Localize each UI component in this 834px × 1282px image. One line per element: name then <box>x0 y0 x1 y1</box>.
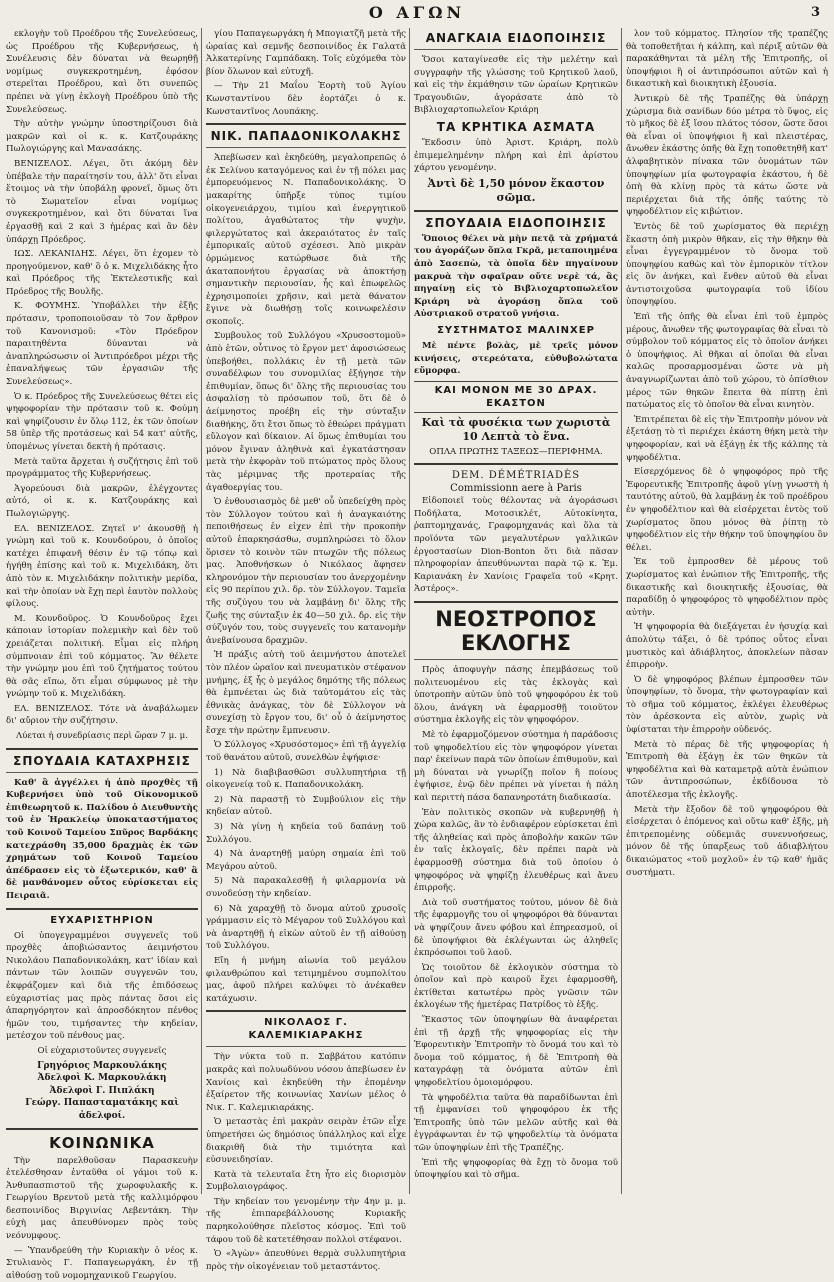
article-heading: ΣΠΟΥΔΑΙΑ ΕΙΔΟΠΟΙΗΣΙΣ <box>425 215 607 230</box>
paragraph: Ἀγορεύουσι διὰ μακρῶν, ἐλέγχοντες αὐτό, οἱ κ. κ. Κατζουράκης καὶ Πωλογιώργης. <box>6 483 198 519</box>
paragraph: Μὲ τὸ ἐφαρμοζόμενον σύστημα ἡ παράδοσις τοῦ ψηφοδελτίου εἰς τὸν ψηφοφόρον γίνεται παρ' ἐκείνων παρὰ τῶν ὁποίων ἐπιθυμοῦν, καὶ μὴ δύναται νὰ γνωρίζῃ ποῖον ἢ ποίους ἐψήφισε, ἐνῷ δὲν πρέπει νὰ γίνεται ἡ πάλη καὶ περιττὴ πάσα δαπανηροτάτη διαδικασία. <box>414 730 618 803</box>
page-number: 3 <box>810 5 820 20</box>
paragraph: Ὁ Σύλλογος «Χρυσόστομος» ἐπὶ τῇ ἀγγελίᾳ τοῦ θανάτου αὐτοῦ, συνελθὼν ἐψήφισε· <box>206 740 406 764</box>
paragraph: Ὁ μεταστὰς ἐπὶ μακρὰν σειρὰν ἐτῶν εἶχε ὑπηρετήσει ὡς δημόσιος ὑπάλληλος καὶ εἶχε διακριθῆ διὰ τὴν τιμιότητα καὶ εὐσυνειδησίαν. <box>206 1117 406 1166</box>
paragraph: 6) Νὰ χαραχθῇ τὸ ὄνομα αὐτοῦ χρυσοῖς γράμμασιν εἰς τὸ Μέγαρον τοῦ Συλλόγου καὶ νὰ ἀναρτηθῇ ἡ εἰκὼν αὐτοῦ ἐν τῇ αἰθούσῃ τοῦ Συλλόγου. <box>206 903 406 952</box>
paragraph: Τὰ ψηφοδέλτια ταῦτα θὰ παραδίδωνται ἐπὶ τῇ ἐμφανίσει τοῦ ψηφοφόρου ἐκ τῆς Ἐπιτροπῆς ὑπὸ τῶν μελῶν αὐτῆς καὶ θὰ ἐγγράφωνται ἐν τῷ ψηφοδελτίῳ τὰ ὀνόματα τῶν ὑποψηφίων ἐπὶ τῆς Τραπέζης. <box>414 1092 618 1153</box>
page-header <box>0 0 834 26</box>
paragraph: 2) Νὰ παραστῇ τὸ Συμβούλιον εἰς τὴν κηδείαν αὐτοῦ. <box>206 794 406 818</box>
newspaper-title: Ο ΑΓΩΝ <box>368 3 466 22</box>
paragraph: Ἐπιτρέπεται δὲ εἰς τὴν Ἐπιτροπὴν μόνον νὰ ἐξετάσῃ τὸ τὶ περιέχει ἑκάστη θήκη μετὰ τὴν ψηφοφορίαν, καὶ νὰ ἐξάγῃ ἐκ τῆς κάλπης τὰ ψηφοδέλτια. <box>626 414 828 463</box>
paragraph: ΕΛ. ΒΕΝΙΖΕΛΟΣ. Ζητεῖ ν' ἀκουσθῇ ἡ γνώμη καὶ τοῦ κ. Κουνδούρου, ὁ ὁποῖος κατέχει ἐπιφανῆ θέσιν ἐν τῷ τόπῳ καὶ ἠγήθη ἐπίσης καὶ τοῦ κ. Μιχελιδάκη, ὅτι ἀπὸ τὸν κ. Μιχελιδάκην πολιτικὴν μερίδα, καὶ τὴν ὁποίαν νὰ ἔχῃ περὶ ἑαυτὸν πολλοὺς φίλους. <box>6 523 198 610</box>
paragraph: Ὡς τοιοῦτον δὲ ἐκλογικὸν σύστημα τὸ ὁποῖον καὶ πρὸ καιροῦ ἔχει ἐφαρμοσθῆ, ἐκτίθεται κατωτέρω πρὸς γνῶσιν τῶν ἐκλογέων τῆς ἡμετέρας Πατρίδος τὸ ἑξῆς. <box>414 962 618 1011</box>
paragraph: Λύεται ἡ συνεδρίασις περὶ ὥραν 7 μ. μ. <box>15 731 188 742</box>
divider <box>6 748 198 750</box>
paragraph: ΕΛ. ΒΕΝΙΖΕΛΟΣ. Τότε νὰ ἀναβάλωμεν δι' αὔριον τὴν συζήτησιν. <box>6 703 198 727</box>
paragraph: γίου Παπαγεωργάκη ἡ Μπογιατζῆ μετὰ τῆς ὡραίας καὶ σεμνῆς δεσποινίδος ἐκ Γαλατᾶ Ἀλκατερίνης Γαμπάδακη. Τοῖς εὐχόμεθα τὸν βίον ὅλωνον καὶ εὐτυχῆ. <box>206 29 406 77</box>
paragraph: Ἀντὶ δὲ 1,50 μόνον ἕκαστον σῶμα. <box>427 176 605 204</box>
paragraph: ΟΠΛΑ ΠΡΩΤΗΣ ΤΑΞΕΩΣ—ΠΕΡΙΦΗΜΑ. <box>429 446 603 457</box>
paragraph: Ἐπὶ τῆς ὀπῆς θὰ εἶναι ἐπὶ τοῦ ἐμπρὸς μέρους, ἄνωθεν τῆς φωτογραφίας θὰ εἶναι τὸ σύμβολον τοῦ κόμματος εἰς τὸ ὁποῖον ἀνήκει ὁ ὑποψήφιος. Αἱ θῆκαι αἱ ὁποῖαι θὰ εἶναι καλῶς προσαρμοσμέναι ὥστε νὰ μὴ ἀναγνωρίζωνται ἀπὸ τοῦ χώρου, τὸ ὀπίσθιον μέρος τῶν θηκῶν ἔπειτα θὰ πίπτῃ ἐπὶ πατώματος εἰς τὸ ὁποῖον θὰ εἶναι κινητὸν. <box>626 312 828 411</box>
paragraph: Κ. ΦΟΥΜΗΣ. Ὑποβάλλει τὴν ἑξῆς πρότασιν, τροποποιοῦσαν τὸ 7ον ἄρθρον τοῦ Κανονισμοῦ: «Τὸν Πρόεδρον παραιτηθέντα δύνανται νὰ ἀναπληρώσωσιν οἱ Ἀντιπρόεδροι μέχρι τῆς ἐπαναλήψεως τῶν ἐργασιῶν τῆς Συνελεύσεως». <box>6 301 198 388</box>
article-heading: ΝΕΟΣΤΡΟΠΟΣ ΕΚΛΟΓΗΣ <box>435 607 597 656</box>
paragraph: Ὁ «Ἀγὼν» ἀπευθύνει θερμὰ συλλυπητήρια πρὸς τὴν οἰκογένειαν τοῦ μεταστάντος. <box>206 1249 406 1272</box>
paragraph: Ἀντικρὺ δὲ τῆς Τραπέζης θὰ ὑπάρχῃ χώρισμα διὰ σανίδων δύο μέτρα τὸ ὕψος, εἰς τὸ μῆκος δὲ ἐξ ἴσου πλάτος τόσον, ὥστε ὅσοι θὰ εἶναι οἱ ὑποψήφιοι ἢ καὶ πλειστέρας, ἄνωθεν ἑκάστης ὀπῆς θὰ ἔχῃ τοποθετηθῆ κατ' ἀλφαβητικὸν πίνακα τῶν ὀνομάτων τῶν ὑποψηφίων μία φωτογραφία ἑκάστου, ἡ δὲ ὀπὴ θὰ κλίνῃ πρὸς τὰ κάτω ὥστε νὰ περιέρχεται διὰ τῆς ὀπῆς ταύτης τὸ ψηφοδέλτιον εἰς κιβώτιον. <box>626 93 828 218</box>
paragraph: Συμβουλος τοῦ Συλλόγου «Χρυσοστομοῦ» ἀπὸ ἐτῶν, οὗτινος τὸ ἔργον μετ' ἀφοσιώσεως ὑπεβοήθει, πολλάκις ἐν τῇ μετὰ τῶν συναδέλφων του συνομιλίας ἐξήγησε τὴν ἐπιθυμίαν, ὅπως δι' ὅλης τῆς περιουσίας του ἀσφαλίσῃ τὸ πρόσωπον τοῦ, ὅτι δὲ ὁ ἀείμνηστος προέβη εἰς τὴν σύνταξιν διαθήκης, ὅτι ἔτσι ὅπως τὸ ἐθεώρει πράγματι εὔλογον καὶ δίκαιον. Αἱ ὅμως ἐπιθυμίαι του μόνον ἔγιναν ἀληθινὰ καὶ ἐγκατάστησαν μετὰ τὴν ἐκφορὰν τοῦ πτώματος πρὸς ὅλους τὰς μέριμνας τῆς προτεραίας τῆς ἀγαθοεργίας του. <box>206 331 406 493</box>
divider <box>414 210 618 212</box>
signature-line: Γρηγόριος Μαρκουλάκης <box>37 1060 167 1071</box>
paragraph: Εἰδοποιεῖ τοὺς θέλοντας νὰ ἀγοράσωσι Ποδήλατα, Μοτοσικλέτ, Αὐτοκίνητα, ῥαπτομηχανάς, Γραφομηχανάς καὶ ὅλα τὰ προϊόντα τῶν μεγαλυτέρων γαλλικῶν ἐργοστασίων Dion-Bonton ὅτι διὰ πᾶσαν πληροφορίαν ἀπευθύνωνται παρὰ τῷ κ. Ἐμ. Καριανάκη ἐν Χανίοις Γραφεῖα τοῦ «Κρητ. Ἀστέρος». <box>414 496 618 595</box>
paragraph: Ὁ κ. Πρόεδρος τῆς Συνελεύσεως θέτει εἰς ψηφοφορίαν τὴν πρότασιν τοῦ κ. Φούμη καὶ ψηφίζουσιν ἐν ὅλῳ 112, ἐκ τῶν ὁποίων 58 ὑπὲρ τῆς προτάσεως καὶ 54 κατ' αὐτῆς, ὑπομένως γίνεται δεκτὴ ἡ πρότασις. <box>6 391 198 452</box>
paragraph: Κατὰ τὰ τελευταῖα ἔτη ἦτο εἰς διορισμὸν Συμβολαιογράφος. <box>206 1169 406 1193</box>
paragraph: Οἱ εὐχαριστοῦντες συγγενεῖς <box>37 1045 167 1056</box>
divider <box>414 659 618 660</box>
paragraph: ΙΩΣ. ΛΕΚΑΝΙΔΗΣ. Λέγει, ὅτι ἐχομεν τὸ προηγούμενον, καθ' ὃ ὁ κ. Μιχελιδάκης ἦτο καὶ Πρόεδρος τῆς Ἐκτελεστικῆς καὶ Πρόεδρος τῆς Βουλῆς. <box>6 249 198 297</box>
divider <box>206 123 406 125</box>
article-heading: ΑΝΑΓΚΑΙΑ ΕΙΔΟΠΟΙΗΣΙΣ <box>425 31 607 45</box>
divider <box>206 147 406 148</box>
paragraph: Μετὰ τὴν ἔξοδον δὲ τοῦ ψηφοφόρου θὰ εἰσέρχεται ὁ ἐπόμενος καὶ οὕτω καθ' ἑξῆς, μὴ ἐπιτρεπομένης οὐδεμιᾶς συνεννοήσεως, μόνον δὲ τῆς ὑπαρξεως τοῦ ἀδιαβλήτου δικαιώματος «τοῦ μοχλοῦ» ἐν τῷ καθ' ἡμᾶς συστήματι. <box>626 804 828 878</box>
column-rule <box>409 28 410 1194</box>
paragraph: Τὴν κηδείαν του γενομένην τὴν 4ην μ. μ. τῆς ἐπιπαρεβάλλουσης Κυριακῆς παρηκολούθησε πλεῖστος κόσμος. Ἐπὶ τοῦ τάφου τοῦ δὲ κατετέθησαν πολλοὶ στέφανοι. <box>206 1196 406 1245</box>
paragraph: Μὲ πέντε βολὰς, μὲ τρεῖς μόνον κινήσεις, στερεότατα, εὐθυβολώτατα εὔμορφα. <box>414 340 618 377</box>
paragraph: Ἐκ τοῦ ἐμπροσθεν δὲ μέρους τοῦ χωρίσματος καὶ ἐνώπιον τῆς Ἐπιτροπῆς, τῆς δικαστικῆς καὶ διοικητικῆς ἐξουσίας, θὰ παραδίδῃ ὁ ψηφοφόρος τὸ ψηφοδέλτιον πρὸς αὐτὴν. <box>626 557 828 618</box>
article-heading: ΤΑ ΚΡΗΤΙΚΑ ΑΣΜΑΤΑ <box>436 119 596 134</box>
divider <box>206 1046 406 1047</box>
article-heading: ΣΥΣΤΗΜΑΤΟΣ ΜΑΛΙΝΧΕΡ <box>437 324 595 336</box>
paragraph: Μετὰ τὸ πέρας δὲ τῆς ψηφοφορίας ἡ Ἐπιτροπὴ θὰ ἐξάγῃ ἐκ τῶν θηκῶν τὰ ψηφοδέλτια καὶ θὰ καταμετρᾷ αὐτὰ ἐνώπιον τῶν ἀντιπροσώπων, ἐκδίδουσα τὸ ἀποτέλεσμα τῆς ἐκλογῆς. <box>626 739 828 801</box>
paragraph: — Ὑπανδρεύθη τὴν Κυριακὴν ὁ νέος κ. Στυλιανὸς Γ. Παπαγεωργάκη, ἐν τῇ αἰθούσῃ τοῦ νομομηχανικοῦ Γεωργίου. <box>6 1245 198 1281</box>
divider <box>414 601 618 603</box>
paragraph: Εἰσερχόμενος δὲ ὁ ψηφοφόρος πρὸ τῆς Ἐφορευτικῆς Ἐπιτροπῆς ἀφοῦ γίνῃ γνωστὴ ἡ ταυτότης αὐτοῦ, θὰ λαμβάνῃ ἐκ τοῦ προέδρου ἐν ψηφοδέλτιον καὶ θὰ εἰσέρχεται ἐντὸς τοῦ χωρίσματος ὅπου μόνος θὰ ῥίπτῃ τὸ ψηφοδέλτιον εἰς τὴν θήκην τοῦ ὑποψηφίου ὃν θέλει. <box>626 467 828 553</box>
advert-subheading: Commissionn aere à Paris <box>450 483 582 495</box>
column-rule <box>201 28 202 1194</box>
paragraph: Ἕκαστος τῶν ὑποψηφίων θὰ ἀναφέρεται ἐπὶ τῇ ἀρχῇ τῆς ψηφοφορίας εἰς τὴν Ἐφορευτικὴν Ἐπιτροπὴν τὸ ὄνομά του καὶ τὸ ὄνομα τοῦ κόμματος, ἡ δὲ Ἐπιτροπὴ θὰ καταγράφῃ τὰ ὀνόματα αὐτῶν ἐπὶ ψηφοδελτίου ὁμοιομόρφου. <box>414 1015 618 1089</box>
column-2 <box>206 28 406 1272</box>
signature-line: Γεώργ. Παπασταματάκης καὶ ἀδελφοί. <box>25 1098 179 1121</box>
column-1 <box>6 28 198 1281</box>
paragraph: Ἀπεβίωσεν καὶ ἐκηδεύθη, μεγαλοπρεπῶς ὁ ἐκ Σελίνου καταγόμενος καὶ ἐν τῇ πόλει μας ἐμπορευόμενος Ν. Παπαδονικολάκης. Ὁ μακαρίτης ὑπῆρξε τύπος τιμίου οἰκογενειάρχου, τιμίου καὶ ἐνεργητικοῦ πολίτου, ἀγαθώτατος τὴν ψυχὴν, φιλεργώτατος καὶ ἀκεραιότατος ἐν ταῖς ἐμπορικαῖς αὐτοῦ σχέσεσι. Ἀπὸ μικρὰν ὁρμώμενος κατώρθωσε διὰ τῆς ἀκαταπονήτου ἐργασίας νὰ ἀποκτήσῃ σημαντικὴν περιουσίαν, ἧς καὶ ἐπωφελῶς ἐχρησιμοποίει χρῆσιν, καὶ μετὰ θάνατον ἔγινε νὰ διωθήσῃ τοῖς κοινωφελέσιν σκοποῖς. <box>206 153 406 327</box>
divider <box>6 1128 198 1130</box>
article-heading: ΕΥΧΑΡΙΣΤΗΡΙΟΝ <box>50 914 154 926</box>
advert-heading: DEM. DÉMÉTRIADÈS <box>451 470 581 482</box>
paragraph: — Τὴν 21 Μαΐου Ἑορτὴ τοῦ Ἁγίου Κωνσταντίνου δὲν ἑορτάζει ὁ κ. Κωνσταντῖνος Λουπάκης. <box>206 81 406 117</box>
article-heading: ΚΑΙ ΜΟΝΟΝ ΜΕ 30 ΔΡΑΧ. ΕΚΑΣΤΟΝ <box>414 381 618 413</box>
signature-line: Ἀδελφοὶ Κ. Μαρκουλάκη <box>37 1073 167 1084</box>
signature-line: Ἀδελφοὶ Γ. Πιπλάκη <box>49 1085 155 1096</box>
paragraph: Ὅσοι καταγίνεσθε εἰς τὴν μελέτην καὶ συγγραφὴν τῆς γλώσσης τοῦ Κρητικοῦ λαοῦ, καὶ εἰς τὴν ἐκμάθησιν τῶν ὡραίων Κρητικῶν Τραγουδιῶν, ἀγοράσατε ἀπὸ τὸ Βιβλιοχαρτοπωλεῖον Κριάρη <box>414 55 618 116</box>
paragraph: Ἡ ψηφοφορία θὰ διεξάγεται ἐν ἡσυχίᾳ καὶ ἀπολύτῳ τάξει, ὁ δὲ τρόπος οὗτος εἶναι μυστικὸς καὶ ἀδιάβλητος, ἀποκλείων πᾶσαν ἐπιρροὴν. <box>626 622 828 671</box>
paragraph: Ἐπὶ τῆς ψηφοφορίας θὰ ἔχῃ τὸ ὄνομα τοῦ ὑποψηφίου καὶ τὸ σῆμα. <box>414 1157 618 1181</box>
paragraph: Καὶ τὰ φυσέκια των χωριστὰ 10 Λεπτὰ τὸ ἕνα. <box>421 415 611 443</box>
paragraph: Ὁ ἐνθουσιασμὸς δὲ μεθ' οὗ ὑπεδείχθη πρὸς τὸν Σύλλογον τούτου καὶ ἡ ἀναγκαιότης πεποιθήσεως ἐν εἰχεν ἐπὶ τὴν προκοπὴν αὐτοῦ ἐπαρκησάσθω, συμπληρώσει τὸ ὅλον ὅρισεν τὸ κοινὸν τῶν πτωχῶν τῆς πόλεως μας. Ἀποθνήσκων ὁ Νικόλαος ἄφησεν κληρονόμον τὴν περιουσίαν του ἀνερχομένην εἰς 90 περίπου χιλ. δρ. τὸν Σύλλογον. Ταμεῖα τῆς συζύγου του νὰ λαμβάνῃ δι' ὅλης τῆς ζωῆς της σύνταξιν ἐκ 40—50 χιλ. δρ. εἰς τὴν σύζυγόν του, τοὺς συγγενεῖς του κατανομὴν ἀνεβαίνουσα δραχμῶν. <box>206 497 406 646</box>
paragraph: ΒΕΝΙΖΕΛΟΣ. Λέγει, ὅτι ἀκόμη δὲν ὑπέβαλε τὴν παραίτησίν του, ἀλλ' ὅτι εἶναι ἕτοιμος νὰ τὴν ὑποβάλῃ φρονεῖ, ὅμως ὅτι τὸ Σωματεῖον εἶναι νομίμως συγκεκροτημένον, καὶ ὅτι δύναται ἵνα ἐργασθῇ καὶ 2 καὶ 3 ἡμέρας καὶ ἂν δὲν ὑπάρχῃ Πρόεδρος. <box>6 158 198 245</box>
article-heading: ΣΠΟΥΔΑΙΑ ΚΑΤΑΧΡΗΣΙΣ <box>13 753 191 768</box>
paragraph: Ἐὰν πολιτικὸς σκοπῶν νὰ κυβερνηθῇ ἡ χώρα καλῶς, ἂν τὸ ἐνδιαφέρον εὑρίσκεται ἐπὶ τῆς ἀληθείας καὶ πρὸς ἀποβολὴν κακῶν τῶν ἐν ταῖς ἐκλογαῖς, δὲν πρέπει παρὰ νὰ ἐφαρμοσθῇ σύστημα διὰ τοῦ ὁποίου ὁ ψηφοφόρος νὰ ψηφίζῃ ἐλευθέρως καὶ ἄνευ ἐπιρροῆς. <box>414 807 618 894</box>
divider <box>6 908 198 910</box>
paragraph: Ἡ πράξις αὐτὴ τοῦ ἀειμνήστου ἀποτελεῖ τὸν πλέον ὡραῖον καὶ πνευματικὸν στέφανον μνήμης, ἐξ ἧς ὁ μεγάλος δημότης τῆς πόλεως θὰ ἐμπνέεται ὡς διὰ ταὐτομάτου εἰς τὰς ἐθνικὰς ἀνάγκας, τὸν δὲ Σύλλογον νὰ συνεχίσῃ τὸ ἔργον του, δι' οὗ ὁ ἀείμνηστος ἔσχε τὴν πρώτην ἔμπνευσιν. <box>206 650 406 736</box>
divider <box>6 772 198 773</box>
paragraph: Τὴν παρελθοῦσαν Παρασκευὴν ἐτελέσθησαν ἐνταῦθα οἱ γάμοι τοῦ κ. Ἀνθυπασπιστοῦ τῆς χωροφυλακῆς κ. Γεωργίου Βρεντοῦ μετὰ τῆς καλλιμόρφου δεσποινίδος Βιργινίας Λεβεντάκη. Τὴν εὐχὴ μας ἀπευθύνομεν πρὸς τοὺς νεόνυμφους. <box>6 1155 198 1242</box>
divider <box>414 49 618 50</box>
column-rule <box>621 28 622 1194</box>
column-4 <box>626 28 828 1194</box>
paragraph: Ἐντὸς δὲ τοῦ χωρίσματος θὰ περιέχῃ ἕκαστη ὀπὴ μικρὸν θῆκαν, εἰς τὴν θῆκην θὰ εἶναι ἐγγεγραμμένον τὸ ὄνομα τοῦ ὑποψηφίου καθὼς καὶ τὸν ἐμπορικὸν τίτλον εἰς ὃν ἀνήκει, καὶ ἔνθεν αὐτοῦ θὰ εἶναι ἀντιστοιχοῦσα φωτογραφία τοῦ ἰδίου ὑποψηφίου. <box>626 221 828 308</box>
paragraph: Ἔκδοσιν ὑπὸ Ἀριστ. Κριάρη, πολὺ ἐπιμεμελημένην πλήρη καὶ ἐπὶ ἀρίστου χάρτου γενομένην. <box>414 137 618 174</box>
divider <box>414 463 618 465</box>
paragraph: 1) Νὰ διαβιβασθῶσι συλλυπητήρια τῇ οἰκογενείᾳ τοῦ κ. Παπαδονικολάκη. <box>206 767 406 791</box>
paragraph: 4) Νὰ ἀναρτηθῇ μαύρη σημαία ἐπὶ τοῦ Μεγάρου αὐτοῦ. <box>206 849 406 872</box>
article-heading: ΝΙΚΟΛΑΟΣ Γ. ΚΑΛΕΜΙΚΙΑΡΑΚΗΣ <box>248 1017 364 1042</box>
paragraph: Ὁ δὲ ψηφοφόρος βλέπων ἐμπροσθεν τῶν ὑποψηφίων, τὸ ὄνομα, τὴν φωτογραφίαν καὶ τὸ σῆμα τοῦ κόμματος, ἐκλέγει ἐλευθέρως τὸν ἀρέσκοντα εἰς αὐτὸν, χωρὶς νὰ ὑφίσταται τὴν ἐπιρροὴν οὐδενός. <box>626 674 828 736</box>
paragraph: Μετὰ ταῦτα ἄρχεται ἡ συζήτησις ἐπὶ τοῦ προγράμματος τῆς Κυβερνήσεως. <box>6 456 198 480</box>
paragraph: Οἱ ὑπογεγραμμένοι συγγενεῖς τοῦ προχθὲς ἀποβιώσαντος ἀειμνήστου Νικολάου Παπαδονικολάκη, κατ' ἰδίαν καὶ πάντων τῶν λοιπῶν συγγενῶν του, ἐκφράζομεν καὶ διὰ τῆς ἐπιδόσεως εὐχαριστίας μας πρὸς πάντας ὅσοι εἰς ἀπαρηγόρητον καὶ ἀπροσδόκητον πένθος ἡμῶν του, τιμήσαντες τὴν κηδείαν, μετέσχον τοῦ πένθους μας. <box>6 930 198 1042</box>
paragraph: 5) Νὰ παρακαλεσθῇ ἡ φιλαρμονία νὰ συνοδεύσῃ τὴν κηδείαν. <box>206 876 406 899</box>
paragraph: Πρὸς ἀποφυγὴν πάσης ἐπεμβάσεως τοῦ πολιτευομένου εἰς τὰς ἐκλογὰς καὶ ὑποτροπὴν αὐτῶν ὑπὸ τοῦ ψηφοφόρου ἐκ τοῦ ὅλου, ἀνάγκη νὰ ἐφαρμοσθῇ τοιοῦτον σύστημα ἐκλογῆς εἰς τὸν ψηφοφόρον. <box>414 665 618 726</box>
paragraph: Εἴη ἡ μνήμη αἰωνία τοῦ μεγάλου φιλανθρώπου καὶ τετιμημένου συμπολίτου μας, ἀφοῦ πλήρει καλύψει τὸ ἀνέκαθεν κατάχωσιν. <box>206 955 406 1004</box>
paragraph: Τὴν νύκτα τοῦ π. Σαββάτου κατόπιν μακρᾶς καὶ πολυωδύνου νόσου ἀπεβίωσεν ἐν Χανίοις καὶ ἐκηδεύθη τὴν ἐπομένην ἐξαίρετον τῆς κοινωνίας Χανίων μέλος ὁ Νικ. Γ. Καλεμικιαράκης. <box>206 1052 406 1113</box>
paragraph: Διὰ τοῦ συστήματος τούτου, μόνον δὲ διὰ τῆς ἐφαρμογῆς του οἱ ψηφοφόροι θὰ δύνανται νὰ ψηφίζουν ἄνευ φόβου καὶ ἐπηρεασμοῦ, οἱ δὲ ὑποψήφιοι θὰ ἐκλέγωνται ὡς ἀληθεῖς ἐκπρόσωποι τοῦ λαοῦ. <box>414 897 618 959</box>
paragraph: Μ. Κουνδοῦρος. Ὁ Κουνδοῦρος ἔχει κάποιαν ἱστορίαν πολεμικὴν καὶ δὲν τοῦ χρειάζεται πολιτική. Εἶμαι εἰς πλήρη σύμπνοιαν ἐπὶ τοῦ κόμματος. Ἂν θέλετε τὴν γνώμην μου ἐπὶ τοῦ ζητήματος τούτου θὰ σᾶς εἴπω, ὅτι εἶμαι σύμφωνος μὲ τὴν γνώμην τοῦ κ. Μιχελιδάκη. <box>6 613 198 700</box>
article-heading: ΝΙΚ. ΠΑΠΑΔΟΝΙΚΟΛΑΚΗΣ <box>210 129 402 144</box>
paragraph: Καθ' ἃ ἀγγέλλει ἡ ἀπὸ προχθὲς τῇ Κυβερνήσει ὑπὸ τοῦ Οἰκονομικοῦ ἐπιθεωρητοῦ κ. Παλίδου ὁ Διευθυντὴς τοῦ ἐν Ἡρακλείῳ ὑποκαταστήματος τοῦ Κοινοῦ Ταμείου Σπῦρος Βαρδάκης κατεχράσθη 35,000 δραχμὰς ἐκ τῶν χρημάτων τοῦ Κοινοῦ Ταμείου ἀπέδρασεν εἰς τὸ ἐξωτερικόν, καθ' ἃ δὲ μανθάνομεν οὗτος εὑρίσκεται εἰς Πειραιᾶ. <box>6 777 198 901</box>
paragraph: Ὅποιος θέλει νὰ μὴν πετᾷ τὰ χρήματά του ἀγοράζων ὅπλα Γκρᾶ, μεταποιημένα ἀπὸ Σασεπὼ, τὰ ὁποῖα δὲν πηγαίνουν μακρυὰ τὴν σφαῖραν οὔτε νερὲ τά, ἂς πηγαίνῃ εἰς τὸ Βιβλιοχαρτοπωλεῖον Κριάρη νὰ ἀγοράσῃ ὅπλα τοῦ Αὐστριακοῦ στρατοῦ γνήσια. <box>414 233 618 320</box>
paragraph: 3) Νὰ γίνῃ ἡ κηδεία τοῦ δαπάνῃ τοῦ Συλλόγου. <box>206 822 406 845</box>
article-heading: ΚΟΙΝΩΝΙΚΑ <box>49 1133 155 1152</box>
paragraph: εκλογὴν τοῦ Προέδρου τῆς Συνελεύσεως, ὡς Προέδρου τῆς Κυβερνήσεως, ἡ Συνέλευσις δὲν δύναται νὰ θεωρηθῇ νομίμως συγκεκροτημένη, ἐφόσον στερεῖται Προέδρου, καὶ ὅτι συνεπῶς πρέπει νὰ γίνῃ ἐκλογὴ Προέδρου ὑπὸ τῆς Συνελεύσεως. <box>6 29 198 115</box>
paragraph: Τὴν αὐτὴν γνώμην ὑποστηρίζουσι διὰ μακρῶν καὶ οἱ κ. κ. Κατζουράκης Πωλογιώργης καὶ Μανασάκης. <box>6 119 198 155</box>
paragraph: λον τοῦ κόμματος. Πλησίον τῆς τραπέζης θὰ τοποθετῆται ἡ κάλπη, καὶ πέριξ αὐτῶν θὰ παρακάθηνται τὰ μέλη τῆς Ἐπιτροπῆς, οἱ ὑποψήφιοι ἢ οἱ ἀντιπρόσωποι αὐτῶν καὶ ἡ δικαστικὴ καὶ διοικητικὴ ἐξουσία. <box>626 29 828 90</box>
column-3 <box>414 28 618 1194</box>
divider <box>206 1010 406 1012</box>
